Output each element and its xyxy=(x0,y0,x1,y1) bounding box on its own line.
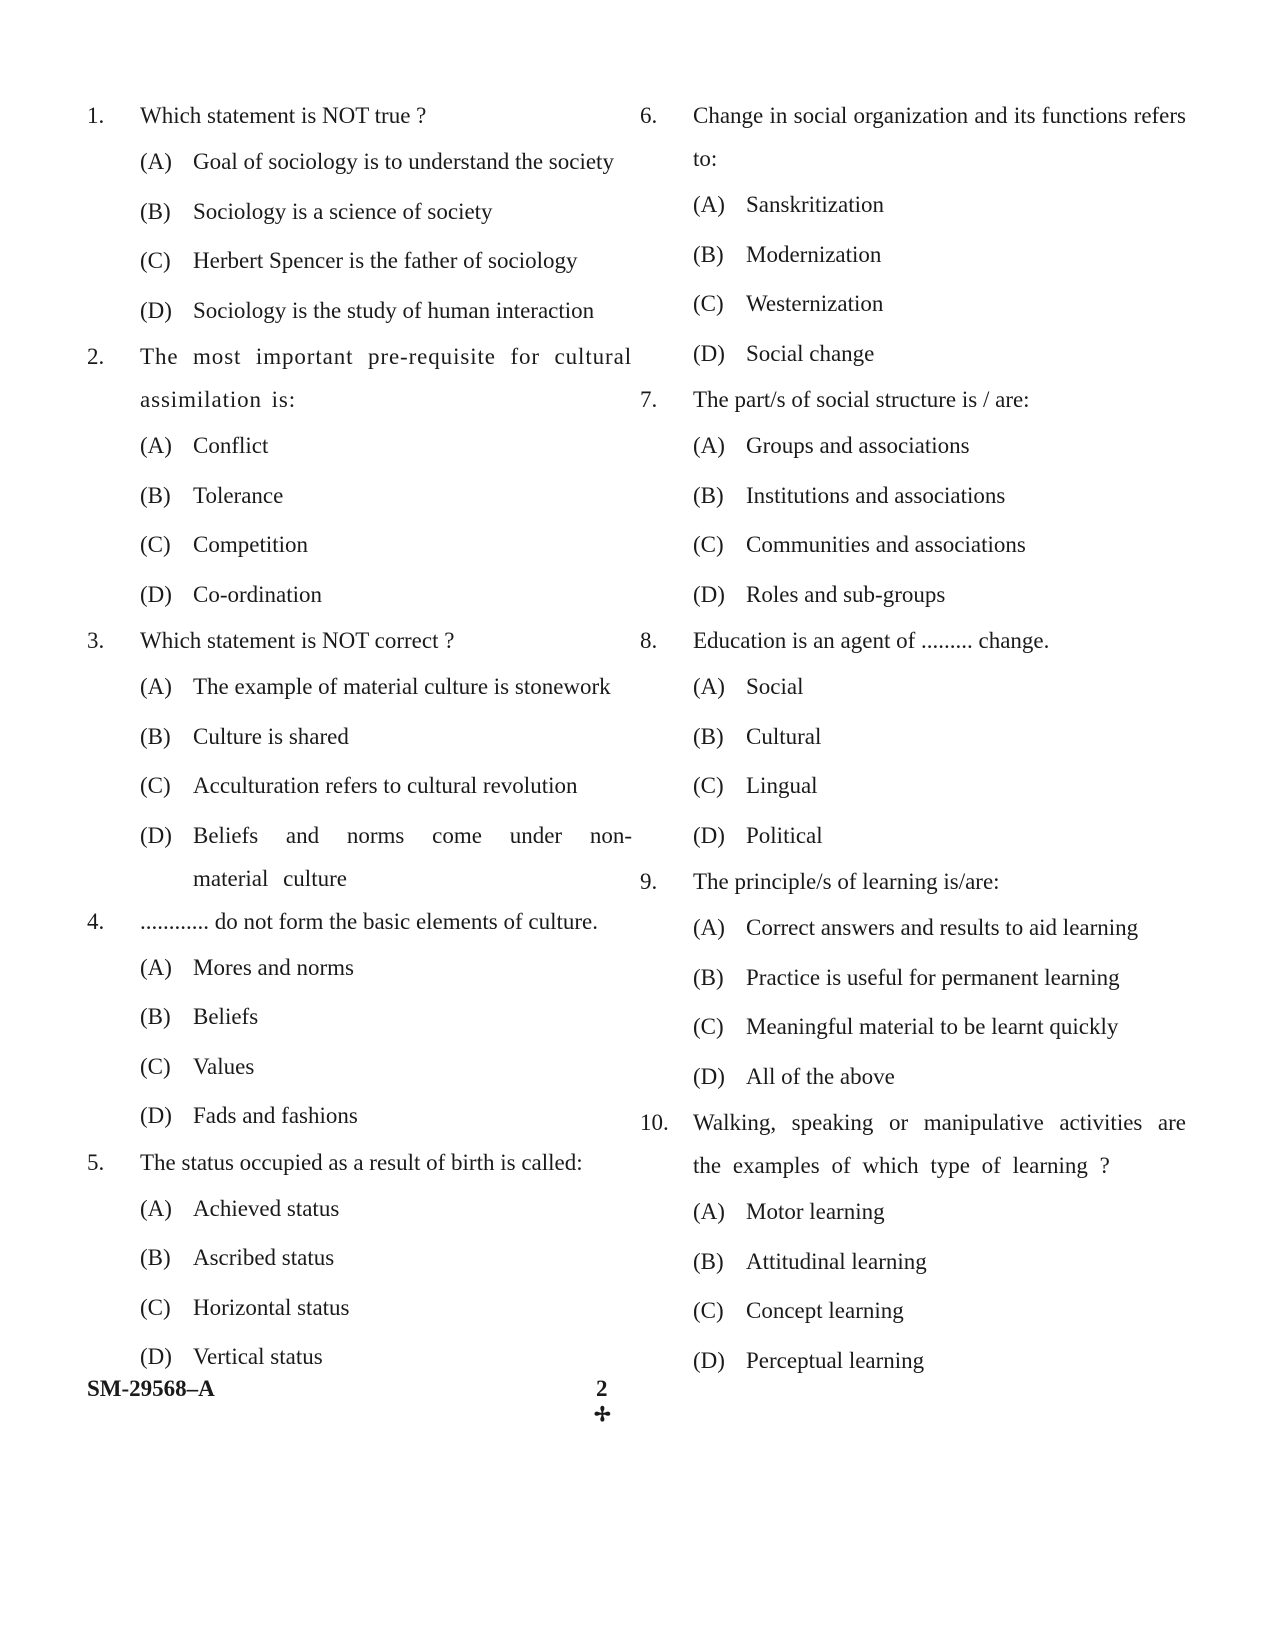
question-text: Education is an agent of ......... change. xyxy=(693,628,1050,653)
option-text: Culture is shared xyxy=(193,723,349,749)
question-text: The principle/s of learning is/are: xyxy=(693,869,1000,894)
option-text: Sanskritization xyxy=(746,192,884,217)
option-a xyxy=(640,1187,1186,1237)
option-label: (B) xyxy=(693,1248,724,1274)
option-text: Social change xyxy=(746,340,875,366)
option-text: Co-ordination xyxy=(193,581,323,607)
option-label: (A) xyxy=(693,674,725,699)
question-text: The status occupied as a result of birth is called: xyxy=(140,1149,583,1175)
option-text: Communities and associations xyxy=(746,532,1026,557)
option-text: Westernization xyxy=(746,291,884,316)
question-text: Which statement is NOT correct ? xyxy=(140,628,455,653)
paper-code: SM-29568–A xyxy=(87,1376,215,1401)
option-label: (A) xyxy=(693,192,725,217)
option-text: Goal of sociology is to understand the society xyxy=(193,149,614,174)
question-number: 7. xyxy=(640,387,658,412)
option-text: Achieved status xyxy=(193,1195,340,1221)
option-text: Mores and norms xyxy=(193,954,354,980)
option-a xyxy=(640,662,1186,712)
option-label: (D) xyxy=(140,822,172,848)
question-3 xyxy=(87,619,632,900)
option-b xyxy=(640,953,1186,1003)
option-text: Lingual xyxy=(746,773,818,798)
question-2 xyxy=(87,335,632,619)
option-c xyxy=(640,761,1186,811)
option-d xyxy=(87,811,632,900)
option-text: Sociology is the study of human interaction xyxy=(193,297,595,323)
option-label: (A) xyxy=(140,954,172,980)
question-4 xyxy=(87,900,632,1141)
option-text: Conflict xyxy=(193,433,269,458)
option-label: (C) xyxy=(693,291,724,316)
question-number: 1. xyxy=(87,103,105,128)
option-text: Social xyxy=(746,674,804,699)
option-label: (D) xyxy=(140,581,172,607)
option-b xyxy=(640,1237,1186,1287)
option-c xyxy=(87,1042,632,1092)
question-9 xyxy=(640,860,1186,1101)
question-text: Walking, speaking or manipulative activities are the examples of which type of learning ? xyxy=(693,1110,1186,1178)
option-text: Fads and fashions xyxy=(193,1103,358,1128)
option-label: (D) xyxy=(140,1344,172,1369)
option-b xyxy=(640,712,1186,762)
option-label: (C) xyxy=(693,1014,724,1039)
option-c xyxy=(87,1283,632,1333)
left-column xyxy=(87,94,632,1382)
option-text: Political xyxy=(746,822,823,848)
option-text: Roles and sub-groups xyxy=(746,581,946,607)
option-b xyxy=(87,187,632,237)
option-d xyxy=(87,286,632,336)
option-label: (A) xyxy=(693,915,725,940)
option-text: Motor learning xyxy=(746,1199,885,1224)
option-text: Tolerance xyxy=(193,482,284,508)
option-text: Institutions and associations xyxy=(746,482,1006,508)
question-number: 9. xyxy=(640,869,658,894)
page-number: 2 xyxy=(596,1376,608,1401)
option-b xyxy=(640,230,1186,280)
question-number: 5. xyxy=(87,1149,105,1175)
option-c xyxy=(640,1286,1186,1336)
option-text: Groups and associations xyxy=(746,433,970,458)
option-a xyxy=(640,180,1186,230)
option-text: Meaningful material to be learnt quickly xyxy=(746,1014,1119,1039)
option-text: Competition xyxy=(193,532,308,557)
option-d xyxy=(640,1336,1186,1386)
question-text: Which statement is NOT true ? xyxy=(140,103,427,128)
option-label: (D) xyxy=(693,581,725,607)
option-b xyxy=(87,712,632,762)
question-number: 3. xyxy=(87,628,105,653)
option-label: (B) xyxy=(140,1245,171,1270)
option-label: (A) xyxy=(140,433,172,458)
option-b xyxy=(640,471,1186,521)
option-text: All of the above xyxy=(746,1063,895,1089)
option-text: Beliefs and norms come under non-material culture xyxy=(193,822,632,891)
question-number: 10. xyxy=(640,1110,669,1135)
option-c xyxy=(640,520,1186,570)
option-text: Vertical status xyxy=(193,1344,323,1369)
question-number: 4. xyxy=(87,908,105,934)
question-8 xyxy=(640,619,1186,860)
question-text: Change in social organization and its functions refers to: xyxy=(693,103,1186,171)
option-label: (D) xyxy=(693,1063,725,1089)
option-d xyxy=(640,329,1186,379)
option-a xyxy=(640,903,1186,953)
question-text: The most important pre-requisite for cultural assimilation is: xyxy=(140,344,632,412)
option-label: (B) xyxy=(693,964,724,990)
option-label: (D) xyxy=(693,822,725,848)
question-6 xyxy=(640,94,1186,378)
question-number: 2. xyxy=(87,344,105,369)
option-text: Ascribed status xyxy=(193,1245,335,1270)
option-label: (C) xyxy=(140,532,171,557)
option-d xyxy=(640,570,1186,620)
option-label: (B) xyxy=(693,241,724,267)
option-c xyxy=(87,520,632,570)
option-label: (C) xyxy=(140,773,171,798)
option-label: (D) xyxy=(140,297,172,323)
option-label: (D) xyxy=(140,1103,172,1128)
option-text: The example of material culture is stonework xyxy=(193,674,611,699)
option-b xyxy=(87,471,632,521)
option-text: Attitudinal learning xyxy=(746,1248,927,1274)
question-text: The part/s of social structure is / are: xyxy=(693,387,1030,412)
option-b xyxy=(87,1233,632,1283)
option-label: (A) xyxy=(140,1195,172,1221)
option-label: (A) xyxy=(693,433,725,458)
right-column xyxy=(640,94,1186,1385)
option-text: Acculturation refers to cultural revolution xyxy=(193,773,578,798)
registration-mark-icon: ✢ xyxy=(594,1404,611,1426)
option-label: (B) xyxy=(140,723,171,749)
option-a xyxy=(87,943,632,993)
option-c xyxy=(640,1002,1186,1052)
option-label: (D) xyxy=(693,340,725,366)
question-number: 8. xyxy=(640,628,658,653)
option-b xyxy=(87,992,632,1042)
option-label: (A) xyxy=(140,674,172,699)
option-d xyxy=(87,1332,632,1382)
option-label: (C) xyxy=(140,1053,171,1079)
option-d xyxy=(640,811,1186,861)
option-text: Sociology is a science of society xyxy=(193,198,493,224)
option-label: (B) xyxy=(140,1004,171,1029)
option-c xyxy=(640,279,1186,329)
option-text: Herbert Spencer is the father of sociology xyxy=(193,248,578,273)
option-text: Practice is useful for permanent learning xyxy=(746,964,1120,990)
option-text: Perceptual learning xyxy=(746,1347,925,1373)
option-text: Beliefs xyxy=(193,1004,259,1029)
option-a xyxy=(87,662,632,712)
question-1 xyxy=(87,94,632,335)
option-label: (D) xyxy=(693,1347,725,1373)
question-text: ............ do not form the basic elements of culture. xyxy=(140,908,598,934)
option-a xyxy=(87,421,632,471)
option-c xyxy=(87,761,632,811)
option-text: Cultural xyxy=(746,723,822,749)
option-label: (C) xyxy=(140,248,171,273)
question-number: 6. xyxy=(640,103,658,128)
option-text: Modernization xyxy=(746,241,882,267)
option-label: (A) xyxy=(693,1199,725,1224)
option-text: Concept learning xyxy=(746,1298,904,1323)
option-d xyxy=(87,1091,632,1141)
option-label: (B) xyxy=(140,198,171,224)
option-label: (C) xyxy=(693,532,724,557)
option-a xyxy=(87,137,632,187)
option-label: (C) xyxy=(693,773,724,798)
option-label: (B) xyxy=(693,723,724,749)
option-label: (C) xyxy=(693,1298,724,1323)
option-label: (B) xyxy=(140,482,171,508)
option-a xyxy=(87,1184,632,1234)
option-d xyxy=(87,570,632,620)
question-10 xyxy=(640,1101,1186,1385)
option-text: Correct answers and results to aid learning xyxy=(746,915,1139,940)
option-text: Values xyxy=(193,1053,255,1079)
option-a xyxy=(640,421,1186,471)
option-label: (A) xyxy=(140,149,172,174)
question-5 xyxy=(87,1141,632,1382)
option-text: Horizontal status xyxy=(193,1294,350,1320)
option-c xyxy=(87,236,632,286)
option-label: (C) xyxy=(140,1294,171,1320)
option-label: (B) xyxy=(693,482,724,508)
option-d xyxy=(640,1052,1186,1102)
question-7 xyxy=(640,378,1186,619)
